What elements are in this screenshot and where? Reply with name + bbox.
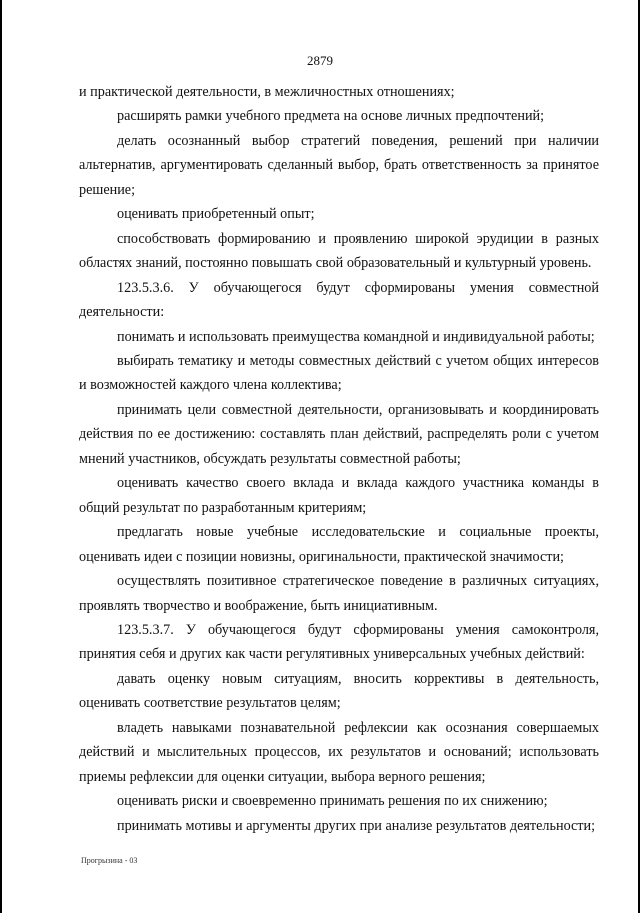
paragraph: принимать мотивы и аргументы других при анализе результатов деятельности;: [117, 817, 596, 834]
paragraph: давать оценку новым ситуациям, вносить коррективы в деятельность, оценивать соответствие результатов целям;: [79, 670, 599, 712]
paragraph: понимать и использовать преимущества командной и индивидуальной работы;: [117, 328, 595, 345]
paragraph: выбирать тематику и методы совместных действий с учетом общих интересов и возможностей каждого члена коллектива;: [79, 352, 599, 394]
document-body: [79, 80, 599, 838]
scan-edge-left: [0, 0, 2, 913]
paragraph: оценивать качество своего вклада и вклада каждого участника команды в общий результат по разработанным критериям;: [79, 475, 599, 516]
paragraph: осуществлять позитивное стратегическое поведение в различных ситуациях, проявлять творчество и воображение, быть инициативным.: [79, 573, 599, 614]
paragraph: принимать цели совместной деятельности, организовывать и координировать действия по ее достижению: составлять план действий, распределять роли с учетом мнений участников, обсуждать результаты совместной работы;: [79, 401, 599, 467]
page-footer: Прогрызина - 03: [81, 856, 138, 865]
paragraph: 123.5.3.6. У обучающегося будут сформированы умения совместной деятельности:: [79, 279, 599, 321]
paragraph: предлагать новые учебные исследовательские и социальные проекты, оценивать идеи с позиции новизны, оригинальности, практической значимости;: [79, 524, 599, 565]
paragraph: и практической деятельности, в межличностных отношениях;: [79, 84, 455, 100]
paragraph: расширять рамки учебного предмета на основе личных предпочтений;: [117, 108, 545, 125]
page-number: 2879: [307, 53, 333, 68]
paragraph: способствовать формированию и проявлению широкой эрудиции в разных областях знаний, постоянно повышать свой образовательный и культурный уровень.: [79, 230, 599, 272]
paragraph: оценивать риски и своевременно принимать решения по их снижению;: [117, 793, 548, 810]
paragraph: 123.5.3.7. У обучающегося будут сформированы умения самоконтроля, принятия себя и других как части регулятивных универсальных учебных действий:: [79, 621, 599, 663]
paragraph: оценивать приобретенный опыт;: [117, 206, 315, 223]
paragraph: делать осознанный выбор стратегий поведения, решений при наличии альтернатив, аргументировать сделанный выбор, брать ответственность за принятое решение;: [79, 132, 599, 198]
paragraph: владеть навыками познавательной рефлексии как осознания совершаемых действий и мыслительных процессов, их результатов и оснований; использовать приемы рефлексии для оценки ситуации, выбора верного решения;: [79, 719, 599, 785]
